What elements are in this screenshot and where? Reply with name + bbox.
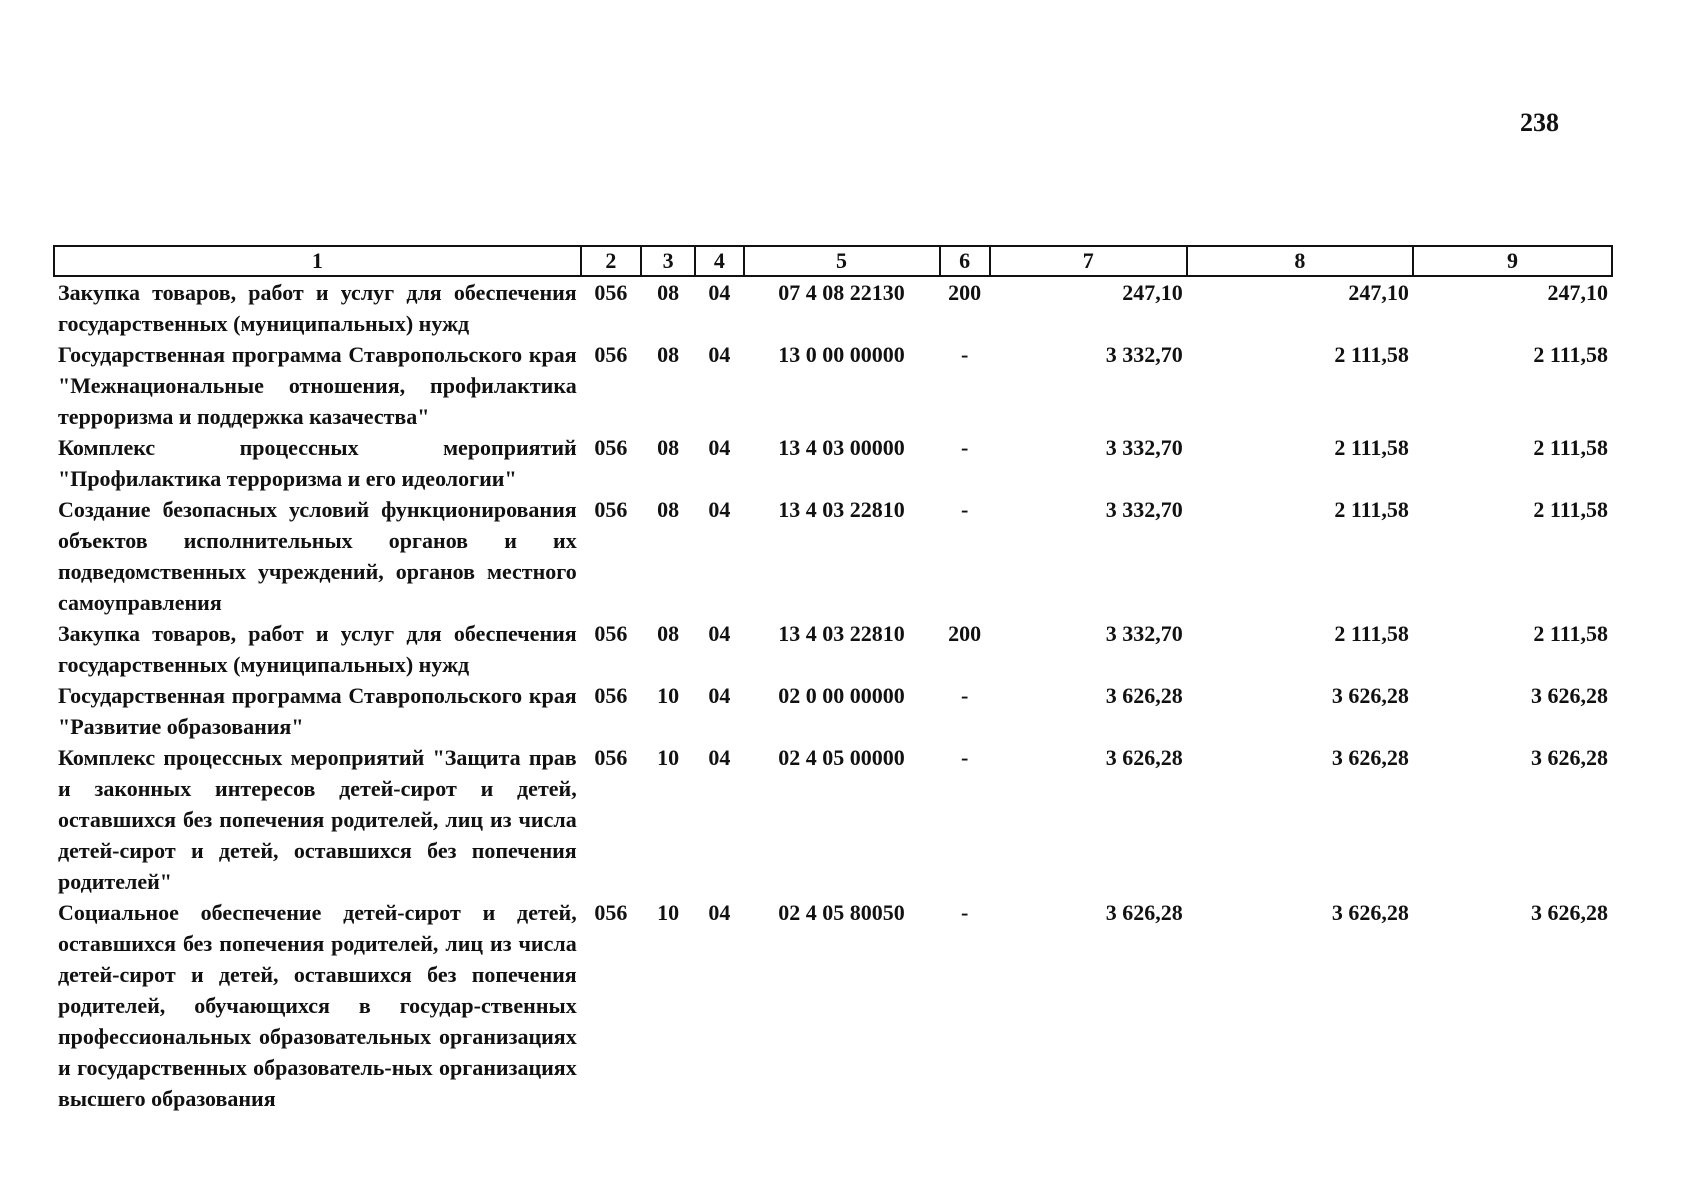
cell-amount-7: 3 332,70 (1105, 435, 1183, 460)
cell-ministry: 056 (594, 683, 628, 708)
cell-amount-9: 2 111,58 (1533, 497, 1608, 522)
column-header: 4 (695, 246, 743, 276)
budget-table (53, 245, 1613, 1114)
cell-amount-8: 2 111,58 (1334, 342, 1409, 367)
cell-amount-8: 3 626,28 (1331, 745, 1409, 770)
row-name: Закупка товаров, работ и услуг для обеспечения государственных (муниципальных) нужд (58, 621, 577, 677)
cell-expense-type: - (960, 435, 969, 460)
row-name: Комплекс процессных мероприятий "Профилактика терроризма и его идеологии" (58, 435, 577, 491)
cell-amount-8: 247,10 (1348, 280, 1409, 305)
column-header: 9 (1413, 246, 1612, 276)
cell-amount-8: 2 111,58 (1334, 435, 1409, 460)
table-row (54, 680, 1612, 742)
cell-ministry: 056 (594, 280, 628, 305)
cell-expense-type: 200 (948, 621, 982, 646)
cell-amount-9: 2 111,58 (1533, 621, 1608, 646)
table-row (54, 339, 1612, 432)
cell-expense-type: - (960, 683, 969, 708)
cell-expense-type: - (960, 497, 969, 522)
header-row (54, 246, 1612, 276)
cell-amount-9: 3 626,28 (1531, 900, 1608, 925)
cell-amount-8: 3 626,28 (1331, 683, 1409, 708)
cell-ministry: 056 (594, 435, 628, 460)
table-row (54, 618, 1612, 680)
cell-expense-type: 200 (948, 280, 982, 305)
cell-target-article: 13 4 03 22810 (778, 621, 905, 646)
cell-subsection: 04 (708, 900, 731, 925)
cell-section: 08 (657, 497, 680, 522)
column-header: 2 (581, 246, 641, 276)
table-row (54, 276, 1612, 339)
row-name: Государственная программа Ставропольского края "Развитие образования" (58, 683, 577, 739)
cell-amount-9: 2 111,58 (1533, 342, 1608, 367)
cell-expense-type: - (960, 745, 969, 770)
cell-amount-9: 3 626,28 (1531, 683, 1608, 708)
cell-section: 08 (657, 342, 680, 367)
column-header: 8 (1187, 246, 1413, 276)
cell-expense-type: - (960, 342, 969, 367)
cell-ministry: 056 (594, 342, 628, 367)
cell-amount-7: 3 332,70 (1105, 497, 1183, 522)
row-name: Закупка товаров, работ и услуг для обеспечения государственных (муниципальных) нужд (58, 280, 577, 336)
cell-subsection: 04 (708, 435, 731, 460)
cell-expense-type: - (960, 900, 969, 925)
row-name: Создание безопасных условий функционирования объектов исполнительных органов и их подведомственных учреждений, органов местного самоуправления (58, 497, 577, 615)
page-number: 238 (1520, 108, 1559, 137)
cell-section: 10 (657, 683, 680, 708)
cell-section: 10 (657, 900, 680, 925)
cell-target-article: 13 4 03 00000 (778, 435, 905, 460)
cell-amount-7: 3 626,28 (1105, 683, 1183, 708)
cell-ministry: 056 (594, 621, 628, 646)
row-name: Государственная программа Ставропольского края "Межнациональные отношения, профилактика терроризма и поддержка казачества" (58, 342, 577, 429)
cell-section: 08 (657, 435, 680, 460)
cell-ministry: 056 (594, 497, 628, 522)
cell-amount-8: 2 111,58 (1334, 497, 1409, 522)
cell-amount-7: 247,10 (1122, 280, 1183, 305)
cell-amount-7: 3 332,70 (1105, 621, 1183, 646)
cell-ministry: 056 (594, 900, 628, 925)
column-header: 6 (940, 246, 990, 276)
cell-amount-7: 3 626,28 (1105, 900, 1183, 925)
column-header: 1 (54, 246, 581, 276)
cell-amount-8: 3 626,28 (1331, 900, 1409, 925)
cell-subsection: 04 (708, 745, 731, 770)
cell-subsection: 04 (708, 683, 731, 708)
row-name: Комплекс процессных мероприятий "Защита прав и законных интересов детей-сирот и детей, оставшихся без попечения родителей, лиц из числа детей-сирот и детей, оставшихся без попечения родителей" (58, 745, 577, 894)
cell-amount-9: 2 111,58 (1533, 435, 1608, 460)
cell-subsection: 04 (708, 621, 731, 646)
cell-subsection: 04 (708, 280, 731, 305)
cell-ministry: 056 (594, 745, 628, 770)
cell-section: 08 (657, 621, 680, 646)
cell-section: 08 (657, 280, 680, 305)
cell-amount-9: 3 626,28 (1531, 745, 1608, 770)
column-header: 3 (641, 246, 695, 276)
cell-amount-7: 3 626,28 (1105, 745, 1183, 770)
cell-target-article: 13 0 00 00000 (778, 342, 905, 367)
cell-target-article: 13 4 03 22810 (778, 497, 905, 522)
cell-subsection: 04 (708, 497, 731, 522)
cell-target-article: 02 4 05 00000 (778, 745, 905, 770)
column-header: 7 (990, 246, 1187, 276)
row-name: Социальное обеспечение детей-сирот и детей, оставшихся без попечения родителей, лиц из числа детей-сирот и детей, оставшихся без попечения родителей, обучающихся в государ-ственных профессиональных образовательных организациях и государственных образователь-ных организациях высшего образования (58, 900, 577, 1111)
cell-amount-7: 3 332,70 (1105, 342, 1183, 367)
table-row (54, 742, 1612, 897)
cell-target-article: 02 0 00 00000 (778, 683, 905, 708)
table-row (54, 897, 1612, 1114)
table-row (54, 494, 1612, 618)
cell-amount-8: 2 111,58 (1334, 621, 1409, 646)
cell-section: 10 (657, 745, 680, 770)
table-row (54, 432, 1612, 494)
cell-target-article: 02 4 05 80050 (778, 900, 905, 925)
cell-amount-9: 247,10 (1547, 280, 1608, 305)
cell-subsection: 04 (708, 342, 731, 367)
column-header: 5 (744, 246, 940, 276)
cell-target-article: 07 4 08 22130 (778, 280, 905, 305)
